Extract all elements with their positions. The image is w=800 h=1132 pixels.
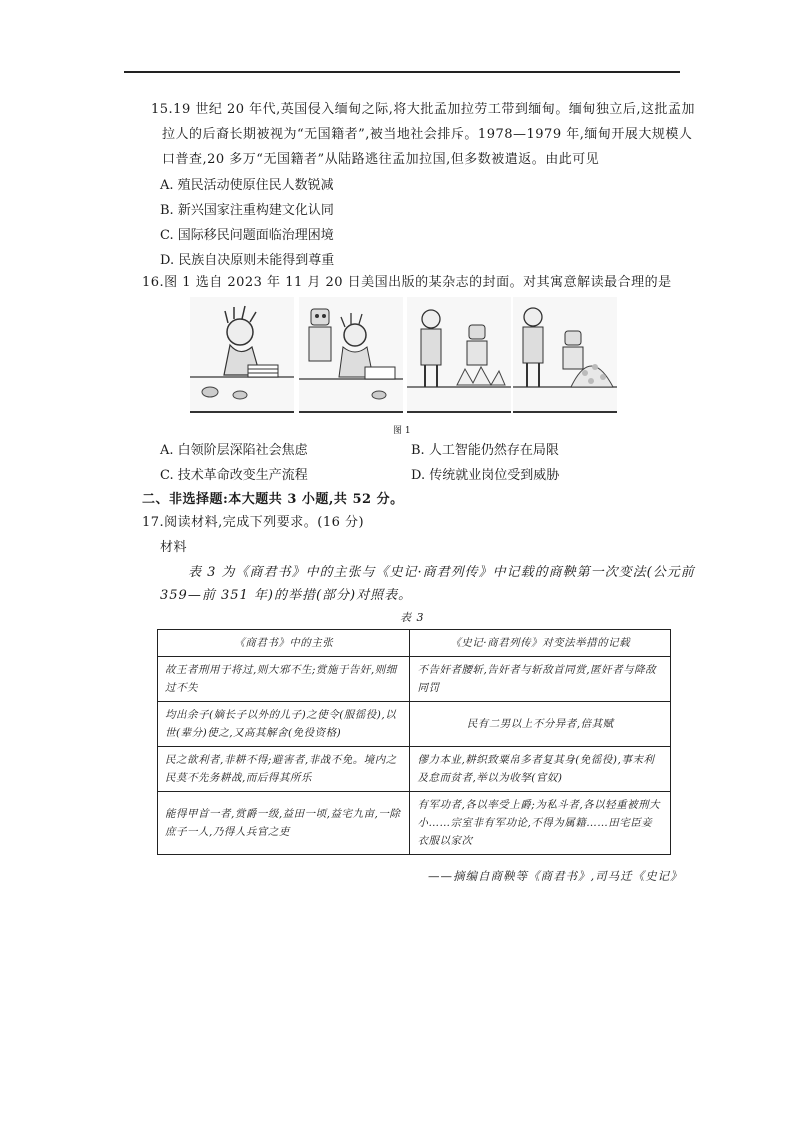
q15-option-a[interactable]: A. 殖民活动使原住民人数锐减 bbox=[160, 178, 334, 193]
table-row bbox=[158, 747, 671, 792]
table-row bbox=[158, 792, 671, 855]
q15-line1: 15.19 世纪 20 年代,英国侵入缅甸之际,将大批孟加拉劳工带到缅甸。缅甸独立后,这批孟加 bbox=[151, 102, 696, 117]
cartoon-panel-4 bbox=[513, 297, 617, 413]
cartoon-panel-2 bbox=[299, 297, 403, 413]
table-cell: 均出余子(嫡长子以外的儿子)之使令(服徭役),以世(辈分)使之,又高其解舍(免役资格) bbox=[158, 702, 410, 747]
q16-stem: 16.图 1 选自 2023 年 11 月 20 日美国出版的某杂志的封面。对其寓意解读最合理的是 bbox=[142, 275, 672, 290]
q15-option-c[interactable]: C. 国际移民问题面临治理困境 bbox=[160, 228, 334, 243]
table-row bbox=[158, 657, 671, 702]
figure-caption: 图 1 bbox=[393, 426, 411, 436]
table-row bbox=[158, 702, 671, 747]
table-cell: 民有二男以上不分异者,倍其赋 bbox=[410, 702, 671, 747]
section-heading: 二、非选择题:本大题共 3 小题,共 52 分。 bbox=[142, 492, 404, 507]
robot-papers-illustration bbox=[407, 297, 511, 411]
table-cell: 不告奸者腰斩,告奸者与斩敌首同赏,匿奸者与降敌同罚 bbox=[410, 657, 671, 702]
q15-option-b[interactable]: B. 新兴国家注重构建文化认同 bbox=[160, 203, 334, 218]
table-header-row bbox=[158, 630, 671, 657]
q15-line3: 口普查,20 多万“无国籍者”从陆路逃往孟加拉国,但多数被遣返。由此可见 bbox=[162, 152, 600, 167]
stressed-worker-illustration bbox=[190, 297, 294, 411]
table-title: 表 3 bbox=[400, 611, 425, 624]
table-cell: 民之欲利者,非耕不得;避害者,非战不免。境内之民莫不先务耕战,而后得其所乐 bbox=[158, 747, 410, 792]
q17-stem: 17.阅读材料,完成下列要求。(16 分) bbox=[142, 515, 365, 530]
table-header-cell: 《商君书》中的主张 bbox=[158, 630, 410, 657]
table-header-cell: 《史记·商君列传》对变法举措的记载 bbox=[410, 630, 671, 657]
q16-option-d[interactable]: D. 传统就业岗位受到威胁 bbox=[411, 468, 560, 483]
table-cell: 僇力本业,耕织致粟帛多者复其身(免徭役),事末利及怠而贫者,举以为收孥(官奴) bbox=[410, 747, 671, 792]
robot-coin-pile-illustration bbox=[513, 297, 617, 411]
table-source: ——摘编自商鞅等《商君书》,司马迁《史记》 bbox=[428, 869, 683, 883]
q15-option-d[interactable]: D. 民族自决原则未能得到尊重 bbox=[160, 253, 335, 268]
cartoon-panel-1 bbox=[190, 297, 294, 413]
table-cell: 故王者刑用于将过,则大邪不生;赏施于告奸,则细过不失 bbox=[158, 657, 410, 702]
table-cell: 能得甲首一者,赏爵一级,益田一顷,益宅九亩,一除庶子一人,乃得人兵官之吏 bbox=[158, 792, 410, 855]
q15-line2: 拉人的后裔长期被视为“无国籍者”,被当地社会排斥。1978—1979 年,缅甸开展大规模人 bbox=[162, 127, 693, 142]
top-rule bbox=[124, 71, 680, 73]
q16-option-b[interactable]: B. 人工智能仍然存在局限 bbox=[411, 443, 559, 458]
q16-option-c[interactable]: C. 技术革命改变生产流程 bbox=[160, 468, 308, 483]
cartoon-panel-3 bbox=[407, 297, 511, 413]
robot-behind-worker-illustration bbox=[299, 297, 403, 411]
q17-intro-line2: 359—前 351 年)的举措(部分)对照表。 bbox=[160, 588, 413, 603]
q16-option-a[interactable]: A. 白领阶层深陷社会焦虑 bbox=[160, 443, 308, 458]
comparison-table bbox=[157, 629, 671, 855]
q17-intro-line1: 表 3 为《商君书》中的主张与《史记·商君列传》中记载的商鞅第一次变法(公元前 bbox=[188, 565, 695, 580]
material-label: 材料 bbox=[160, 540, 188, 555]
table-cell: 有军功者,各以率受上爵;为私斗者,各以轻重被刑大小……宗室非有军功论,不得为属籍……田宅臣妾衣服以家次 bbox=[410, 792, 671, 855]
